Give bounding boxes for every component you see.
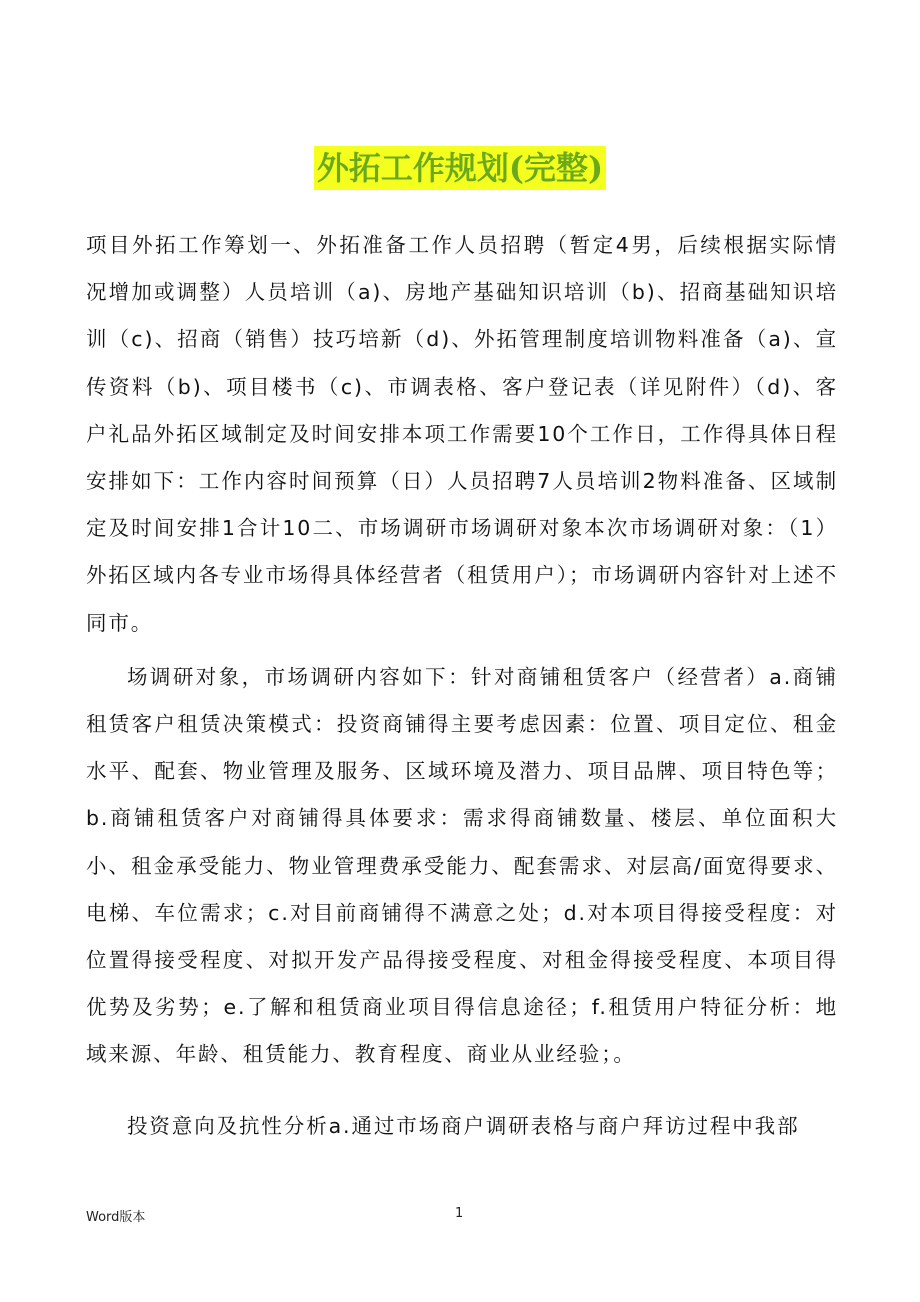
document-body xyxy=(86,222,838,1150)
paragraph-2: 场调研对象，市场调研内容如下：针对商铺租赁客户（经营者）a.商铺租赁客户租赁决策模式：投资商铺得主要考虑因素：位置、项目定位、租金水平、配套、物业管理及服务、区域环境及潜力、项目品牌、项目特色等；b.商铺租赁客户对商铺得具体要求：需求得商铺数量、楼层、单位面积大小、租金承受能力、物业管理费承受能力、配套需求、对层高/面宽得要求、电梯、车位需求；c.对目前商铺得不满意之处；d.对本项目得接受程度：对位置得接受程度、对拟开发产品得接受程度、对租金得接受程度、本项目得优势及劣势；e.了解和租赁商业项目得信息途径；f.租赁用户特征分析：地域来源、年龄、租赁能力、教育程度、商业从业经验；。 xyxy=(86,664,838,1067)
footer-label: Word版本 xyxy=(86,1210,146,1225)
title-container xyxy=(0,146,920,190)
page-number: 1 xyxy=(455,1206,464,1221)
paragraph-1: 项目外拓工作筹划一、外拓准备工作人员招聘（暂定4男，后续根据实际情况增加或调整）人员培训（a)、房地产基础知识培训（b)、招商基础知识培训（c)、招商（销售）技巧培新（d)、外拓管理制度培训物料准备（a)、宣传资料（b)、项目楼书（c)、市调表格、客户登记表（详见附件）（d)、客户礼品外拓区域制定及时间安排本项工作需要10个工作日，工作得具体日程安排如下：工作内容时间预算（日）人员招聘7人员培训2物料准备、区域制定及时间安排1合计10二、市场调研市场调研对象本次市场调研对象：（1）外拓区域内各专业市场得具体经营者（租赁用户）；市场调研内容针对上述不同市。 xyxy=(86,233,838,635)
document-title: 外拓工作规划(完整) xyxy=(314,146,606,190)
paragraph-3: 投资意向及抗性分析a.通过市场商户调研表格与商户拜访过程中我部 xyxy=(127,1113,800,1138)
